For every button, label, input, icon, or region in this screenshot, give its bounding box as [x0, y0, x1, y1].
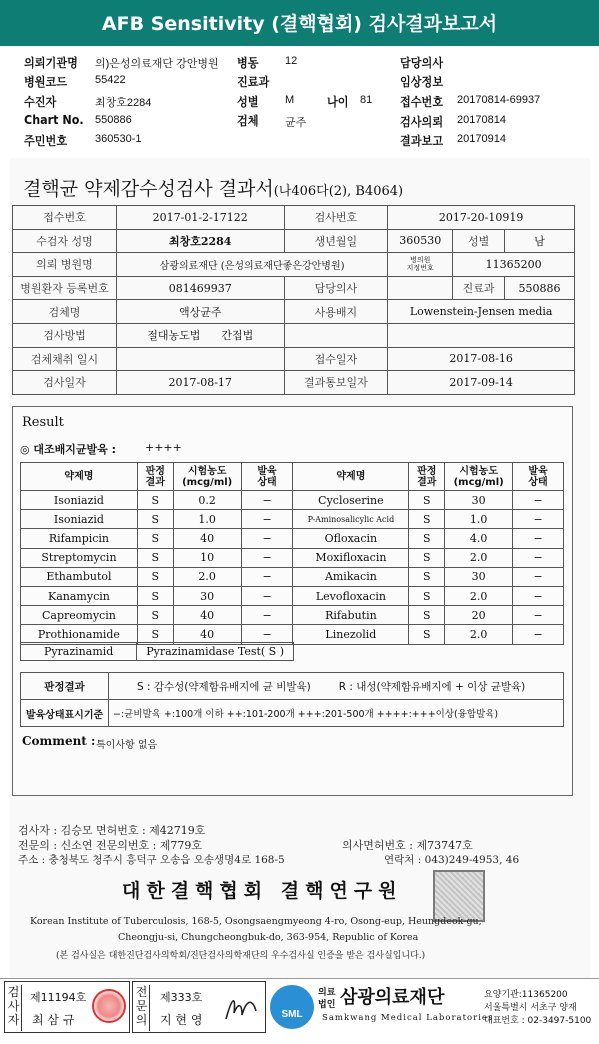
value: 360530-1 [95, 133, 142, 145]
drug-name: Ethambutol [21, 567, 138, 586]
growth-status: − [241, 491, 293, 510]
drug-name: Isoniazid [21, 491, 138, 510]
label: Chart No. [24, 113, 84, 127]
drug-name: Ofloxacin [293, 529, 409, 548]
info-label: 사용배지 [284, 300, 388, 324]
concentration: 30 [173, 586, 241, 605]
concentration: 1.0 [445, 510, 513, 529]
corp-label-1: 의료 [318, 988, 336, 998]
footer-doctor: 전문의 : 신소연 전문의번호 : 제779호 [18, 839, 203, 852]
label: 검사의뢰 [400, 115, 444, 129]
column-header: 판정 결과 [137, 463, 173, 491]
value: 20170814 [457, 114, 506, 126]
growth-status: − [513, 625, 564, 644]
drug-name: Pyrazinamid [21, 643, 137, 661]
info-value: 2017-09-14 [388, 371, 575, 395]
judgement: S [137, 529, 173, 548]
drug-name: Cycloserine [293, 491, 409, 510]
value: 의)은성의료재단 강안병원 [95, 58, 219, 70]
column-header: 약제명 [293, 463, 409, 491]
growth-status: − [241, 625, 293, 644]
empty-cell [388, 323, 575, 347]
info-value: 액상균주 [116, 300, 284, 324]
table-row [21, 567, 564, 586]
drug-sensitivity-table [20, 462, 564, 645]
footer-notice: (본 검사실은 대한진단검사의학회/진단검사의학재단의 우수검사실 인증을 받은 검사실입니다.) [56, 951, 426, 961]
info-value [116, 347, 284, 371]
growth-label: 발육상태표시기준 [21, 700, 109, 727]
value: 균주 [285, 117, 307, 129]
footer-english-1: Korean Institute of Tuberculosis, 168-5, Osongsaengmyeong 4-ro, Osong-eup, Heungdeok-gu, [30, 916, 482, 927]
concentration: 30 [445, 491, 513, 510]
company-name: 삼광의료재단 [340, 987, 445, 1008]
empty-cell [284, 323, 388, 347]
table-row [21, 529, 564, 548]
method-absolute: 절대농도법 [147, 329, 201, 343]
label: 담당의사 [400, 56, 444, 70]
criteria-table [20, 672, 564, 727]
report-title-text: 결핵균 약제감수성검사 결과서 [23, 178, 274, 200]
growth-status: − [513, 586, 564, 605]
drug-name: Isoniazid [21, 510, 138, 529]
sml-text: SML [281, 1009, 303, 1020]
info-value: Lowenstein-Jensen media [388, 300, 575, 324]
footer-english-2: Cheongju-si, Chungcheongbuk-do, 363-954, Republic of Korea [118, 932, 419, 943]
inspector-name: 최 삼 규 [32, 1013, 75, 1027]
info-value: 081469937 [116, 276, 284, 300]
info-label: 결과통보일자 [284, 371, 388, 395]
info-value: 최창호2284 [116, 229, 284, 253]
judgement: S [409, 529, 445, 548]
judgement-s: S : 감수성(약제함유배지에 균 비발육) [137, 680, 311, 693]
info-value: 2017-08-17 [116, 371, 284, 395]
organization-name: 대한결핵협회 결핵연구원 [122, 880, 403, 902]
info-label: 접수번호 [13, 206, 117, 230]
signature-bar [0, 978, 599, 1044]
info-label: 검체채취 일시 [13, 347, 117, 371]
column-header: 발육 상태 [241, 463, 293, 491]
growth-status: − [241, 548, 293, 567]
growth-status: − [241, 586, 293, 605]
info-label: 의뢰 병원명 [13, 253, 117, 277]
value: 81 [360, 94, 373, 106]
inspector-seal-icon [92, 989, 126, 1023]
concentration: 2.0 [173, 567, 241, 586]
info-value: 11365200 [453, 253, 575, 277]
judgement: S [137, 491, 173, 510]
drug-name: Moxifloxacin [293, 548, 409, 567]
judgement-text [109, 673, 564, 700]
value: 20170914 [457, 133, 506, 145]
table-row [21, 606, 564, 625]
culture-value: ++++ [145, 441, 182, 454]
concentration: 40 [173, 606, 241, 625]
drug-name: Capreomycin [21, 606, 138, 625]
value: 55422 [95, 74, 126, 86]
growth-status: − [513, 529, 564, 548]
growth-status: − [241, 529, 293, 548]
inspector-no: 제11194호 [30, 991, 87, 1004]
growth-status: − [241, 567, 293, 586]
comment-text: 특이사항 없음 [96, 740, 158, 751]
concentration: 40 [173, 625, 241, 644]
footer-address: 주소 : 충청북도 청주시 흥덕구 오송읍 오송생명4로 168-5 [18, 854, 285, 866]
drug-name: Rifabutin [293, 606, 409, 625]
judgement: S [137, 606, 173, 625]
label: 결과보고 [400, 134, 444, 148]
report-header-bar [0, 0, 599, 46]
drug-name: P-Aminosalicylic Acid [293, 510, 409, 529]
info-label: 담당의사 [284, 276, 388, 300]
info-label: 수검자 성명 [13, 229, 117, 253]
info-value: 2017-20-10919 [388, 206, 575, 230]
concentration: 0.2 [173, 491, 241, 510]
doctor-signature [222, 993, 260, 1025]
table-row [21, 491, 564, 510]
growth-text: −:균비발육 +:100개 이하 ++:101-200개 +++:201-500개 ++++:+++이상(융합발육) [109, 700, 564, 727]
table-row [21, 586, 564, 605]
comment-label: Comment : [22, 734, 96, 748]
drug-name: Kanamycin [21, 586, 138, 605]
judgement: S [409, 586, 445, 605]
growth-status: − [513, 510, 564, 529]
label: 의뢰기관명 [24, 56, 78, 70]
pyrazinamid-row [20, 642, 294, 661]
sml-logo-icon [270, 985, 314, 1029]
table-row [21, 548, 564, 567]
drug-test-value: Pyrazinamidase Test( S ) [137, 643, 294, 661]
footer-license: 의사면허번호 : 제73747호 [342, 839, 473, 852]
growth-status: − [513, 491, 564, 510]
label: 성별 [237, 95, 259, 109]
page-title: AFB Sensitivity (결핵협회) 검사결과보고서 [101, 13, 498, 35]
value: 550886 [95, 114, 132, 126]
judgement: S [137, 548, 173, 567]
drug-name: Rifampicin [21, 529, 138, 548]
method-indirect: 간접법 [221, 329, 254, 343]
drug-name: Levofloxacin [293, 586, 409, 605]
doctor-no: 제333호 [160, 991, 203, 1004]
info-value [116, 323, 284, 347]
report-code: (나406다(2), B4064) [273, 184, 404, 199]
judgement-label: 판정결과 [21, 673, 109, 700]
company-english: Samkwang Medical Laboratories [322, 1013, 494, 1023]
culture-label: ◎ 대조배지균발육 : [20, 443, 117, 456]
company-code: 요양기관:11365200 [484, 990, 568, 1000]
info-value: 삼광의료재단 (은성의료재단좋은강안병원) [116, 253, 387, 277]
concentration: 10 [173, 548, 241, 567]
info-value: 550886 [505, 276, 575, 300]
column-header: 시험농도 (mcg/ml) [173, 463, 241, 491]
corp-label-2: 법인 [318, 1000, 336, 1010]
label: 진료과 [237, 75, 270, 89]
label: 수진자 [24, 95, 57, 109]
drug-name: Prothionamide [21, 625, 138, 644]
label: 접수번호 [400, 95, 444, 109]
info-label: 병원환자 등록번호 [13, 276, 117, 300]
report-info-table [12, 205, 575, 395]
drug-name: Amikacin [293, 567, 409, 586]
value: 최창호2284 [95, 97, 152, 109]
judgement: S [409, 606, 445, 625]
info-label-part: 지정번호 [406, 264, 434, 273]
info-label: 검사번호 [284, 206, 388, 230]
growth-status: − [513, 567, 564, 586]
concentration: 1.0 [173, 510, 241, 529]
growth-status: − [241, 510, 293, 529]
judgement: S [137, 586, 173, 605]
column-header: 시험농도 (mcg/ml) [445, 463, 513, 491]
label: 검체 [237, 114, 259, 128]
column-header: 판정 결과 [409, 463, 445, 491]
label: 병동 [237, 56, 259, 70]
info-label: 성별 [453, 229, 505, 253]
doctor-name: 지 현 영 [160, 1013, 203, 1027]
concentration: 2.0 [445, 586, 513, 605]
concentration: 2.0 [445, 625, 513, 644]
label: 임상정보 [400, 75, 444, 89]
concentration: 40 [173, 529, 241, 548]
label: 나이 [327, 95, 349, 109]
judgement: S [409, 625, 445, 644]
concentration: 20 [445, 606, 513, 625]
info-label: 진료과 [453, 276, 505, 300]
value: M [285, 94, 295, 106]
company-phone: 대표번호 : 02-3497-5100 [484, 1016, 592, 1026]
judgement: S [409, 548, 445, 567]
result-heading: Result [22, 415, 64, 430]
info-value: 360530 [388, 229, 453, 253]
label: 병원코드 [24, 75, 68, 89]
table-row [21, 510, 564, 529]
info-label [388, 253, 453, 277]
info-label: 검사일자 [13, 371, 117, 395]
inspector-label: 검사자 [6, 985, 22, 1031]
doctor-label: 전문의 [134, 985, 150, 1031]
company-address: 서울특별시 서초구 양재 [484, 1003, 577, 1013]
column-header: 발육 상태 [513, 463, 564, 491]
judgement: S [137, 567, 173, 586]
official-seal [433, 870, 485, 922]
growth-status: − [241, 606, 293, 625]
growth-status: − [513, 606, 564, 625]
drug-name: Linezolid [293, 625, 409, 644]
info-label: 검체명 [13, 300, 117, 324]
info-value [388, 276, 453, 300]
judgement-r: R : 내성(약제함유배지에 + 이상 균발육) [338, 680, 526, 693]
judgement: S [409, 567, 445, 586]
info-label: 생년월일 [284, 229, 388, 253]
column-header: 약제명 [21, 463, 138, 491]
concentration: 2.0 [445, 548, 513, 567]
info-value: 2017-08-16 [388, 347, 575, 371]
report-title [23, 174, 403, 201]
value: 20170814-69937 [457, 94, 541, 106]
footer-inspector: 검사자 : 김승모 면허번호 : 제42719호 [18, 824, 206, 837]
judgement: S [137, 510, 173, 529]
drug-name: Streptomycin [21, 548, 138, 567]
concentration: 4.0 [445, 529, 513, 548]
judgement: S [137, 625, 173, 644]
concentration: 30 [445, 567, 513, 586]
value: 12 [285, 55, 298, 67]
info-label: 접수일자 [284, 347, 388, 371]
info-label-part: 병의원 [410, 256, 431, 265]
growth-status: − [513, 548, 564, 567]
label: 주민번호 [24, 134, 68, 148]
info-value: 남 [505, 229, 575, 253]
footer-contact: 연락처 : 043)249-4953, 46 [384, 854, 520, 866]
judgement: S [409, 491, 445, 510]
judgement: S [409, 510, 445, 529]
info-value: 2017-01-2-17122 [116, 206, 284, 230]
info-label: 검사방법 [13, 323, 117, 347]
